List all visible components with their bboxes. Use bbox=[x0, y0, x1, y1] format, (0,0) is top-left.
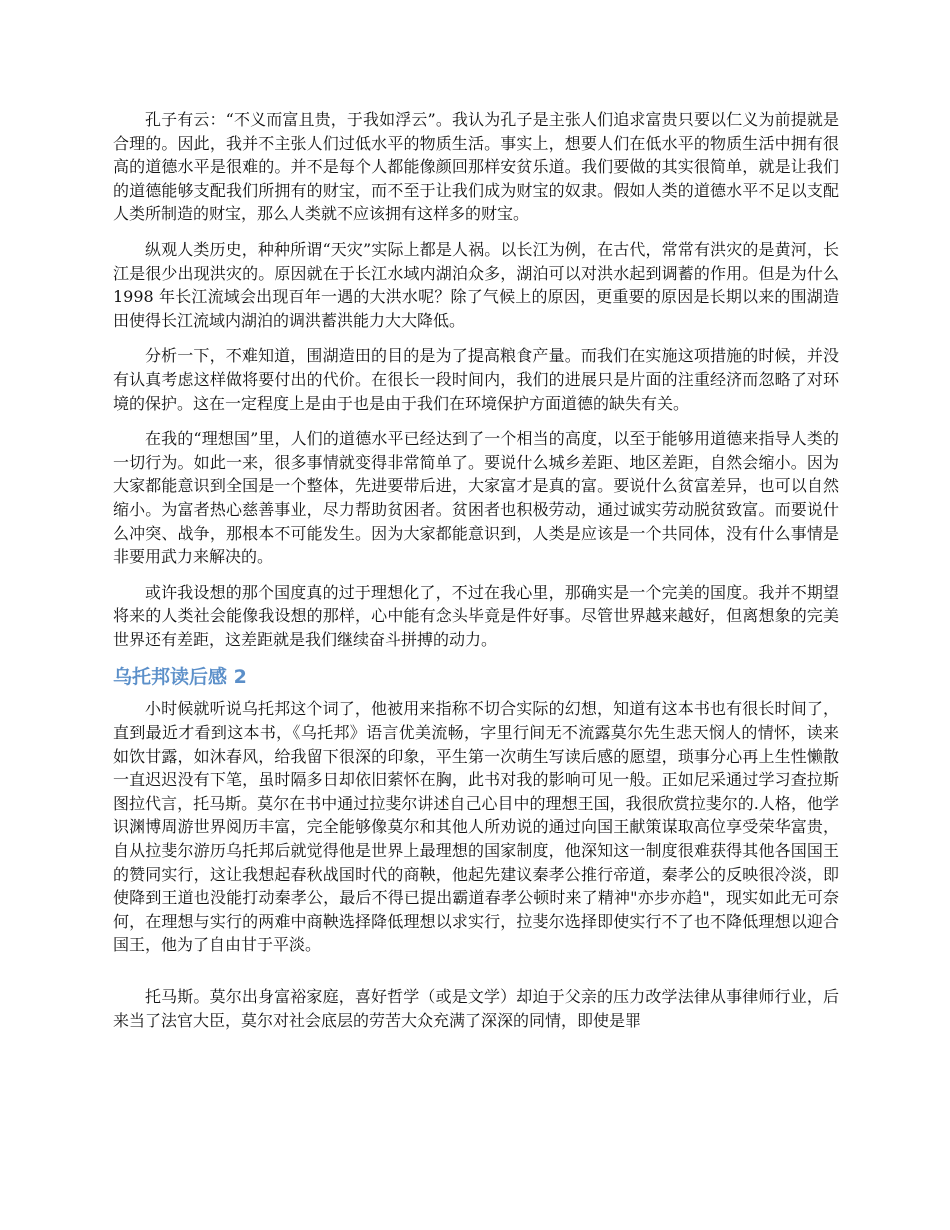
paragraph: 孔子有云：“不义而富且贵，于我如浮云”。我认为孔子是主张人们追求富贵只要以仁义为前提就是合理的。因此，我并不主张人们过低水平的物质生活。事实上，想要人们在低水平的物质生活中拥有很高的道德水平是很难的。并不是每个人都能像颜回那样安贫乐道。我们要做的其实很简单，就是让我们的道德能够支配我们所拥有的财宝，而不至于让我们成为财宝的奴隶。假如人类的道德水平不足以支配人类所制造的财宝，那么人类就不应该拥有这样多的财宝。 bbox=[113, 110, 839, 224]
paragraph: 在我的“理想国”里，人们的道德水平已经达到了一个相当的高度，以至于能够用道德来指导人类的一切行为。如此一来，很多事情就变得非常简单了。要说什么城乡差距、地区差距，自然会缩小。因为大家都能意识到全国是一个整体，先进要带后进，大家富才是真的富。要说什么贫富差异，也可以自然缩小。为富者热心慈善事业，尽力帮助贫困者。贫困者也积极劳动，通过诚实劳动脱贫致富。而要说什么冲突、战争，那根本不可能发生。因为大家都能意识到，人类是应该是一个共同体，没有什么事情是非要用武力来解决的。 bbox=[113, 429, 839, 567]
paragraph: 分析一下，不难知道，围湖造田的目的是为了提高粮食产量。而我们在实施这项措施的时候，并没有认真考虑这样做将要付出的代价。在很长一段时间内，我们的进展只是片面的注重经济而忽略了对环境的保护。这在一定程度上是由于也是由于我们在环境保护方面道德的缺失有关。 bbox=[113, 346, 839, 413]
section-heading: 乌托邦读后感 2 bbox=[113, 666, 247, 689]
paragraph: 纵观人类历史，种种所谓“天灾”实际上都是人祸。以长江为例，在古代，常常有洪灾的是黄河，长江是很少出现洪灾的。原因就在于长江水域内湖泊众多，湖泊可以对洪水起到调蓄的作用。但是为什么 1998 年长江流域会出现百年一遇的大洪水呢？除了气候上的原因，更重要的原因是长期以来的围湖造田使得长江流域内湖泊的调洪蓄洪能力大大降低。 bbox=[113, 239, 839, 330]
paragraph: 或许我设想的那个国度真的过于理想化了，不过在我心里，那确实是一个完美的国度。我并不期望将来的人类社会能像我设想的那样，心中能有念头毕竟是件好事。尽管世界越来越好，但离想象的完美世界还有差距，这差距就是我们继续奋斗拼搏的动力。 bbox=[113, 582, 839, 649]
paragraph: 小时候就听说乌托邦这个词了，他被用来指称不切合实际的幻想，知道有这本书也有很长时间了，直到最近才看到这本书，《乌托邦》语言优美流畅，字里行间无不流露莫尔先生悲天悯人的情怀，读来如饮甘露，如沐春风，给我留下很深的印象，平生第一次萌生写读后感的愿望，琐事分心再上生性懒散一直迟迟没有下笔，虽时隔多日却依旧萦怀在胸，此书对我的影响可见一般。正如尼采通过学习查拉斯图拉代言，托马斯。莫尔在书中通过拉斐尔讲述自己心目中的理想王国，我很欣赏拉斐尔的.人格，他学识渊博周游世界阅历丰富，完全能够像莫尔和其他人所劝说的通过向国王献策谋取高位享受荣华富贵，自从拉斐尔游历乌托邦后就觉得他是世界上最理想的国家制度，他深知这一制度很难获得其他各国国王的赞同实行，这让我想起春秋战国时代的商鞅，他起先建议秦孝公推行帝道，秦孝公的反映很冷淡，即使降到王道也没能打动秦孝公，最后不得已提出霸道春孝公顿时来了精神"亦步亦趋"，现实如此无可奈何，在理想与实行的两难中商鞅选择降低理想以求实行，拉斐尔选择即使实行不了也不降低理想以迎合国王，他为了自由甘于平淡。 bbox=[113, 699, 839, 955]
document-body bbox=[113, 108, 839, 1044]
paragraph: 托马斯。莫尔出身富裕家庭，喜好哲学（或是文学）却迫于父亲的压力改学法律从事律师行业，后来当了法官大臣，莫尔对社会底层的劳苦大众充满了深深的同情，即使是罪 bbox=[113, 987, 839, 1030]
paragraph-spacer bbox=[113, 969, 839, 985]
